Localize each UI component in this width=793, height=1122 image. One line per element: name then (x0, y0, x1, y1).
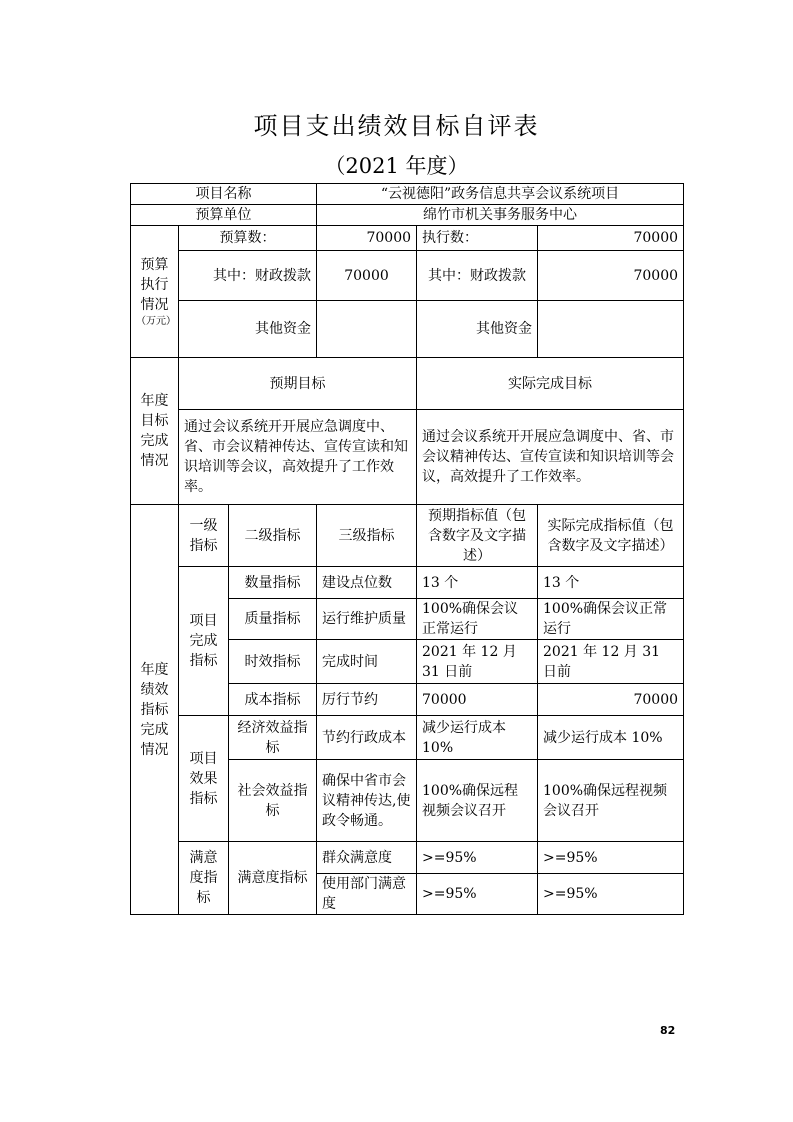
level3-cell: 使用部门满意度 (317, 874, 417, 915)
expected-goal-text: 通过会议系统开开展应急调度中、省、市会议精神传达、宣传宣读和知识培训等会议，高效提升了工作效率。 (179, 410, 417, 505)
actual-value-cell: 2021 年 12 月 31 日前 (538, 640, 684, 684)
level1-header: 一级指标 (179, 505, 229, 567)
level2-cell: 成本指标 (229, 684, 317, 716)
budget-amount-label: 预算数： (179, 226, 317, 251)
actual-value-cell: >=95% (538, 842, 684, 874)
fiscal-allocation-exec-value: 70000 (538, 251, 684, 301)
annual-goal-label: 年度目标完成情况 (131, 358, 179, 505)
other-funds-label: 其他资金 (179, 301, 317, 358)
self-evaluation-table (130, 183, 684, 915)
fiscal-allocation-exec-label: 其中：财政拨款 (417, 251, 538, 301)
budget-amount-row (131, 226, 684, 251)
document-title: 项目支出绩效目标自评表 (253, 112, 540, 140)
project-name-row (131, 184, 684, 205)
project-name-label: 项目名称 (131, 184, 317, 205)
indicator-header-row (131, 505, 684, 567)
level2-cell: 时效指标 (229, 640, 317, 684)
expected-value-cell: >=95% (417, 874, 538, 915)
level2-cell: 满意度指标 (229, 842, 317, 915)
project-name-value: “云视德阳”政务信息共享会议系统项目 (317, 184, 684, 205)
report-year: （2021 年度） (324, 154, 469, 178)
page-number: 82 (660, 1024, 676, 1037)
actual-value-cell: 13 个 (538, 567, 684, 599)
other-funds-value (317, 301, 417, 358)
other-funds-row (131, 301, 684, 358)
execution-amount-label: 执行数： (417, 226, 538, 251)
other-funds-exec-label: 其他资金 (417, 301, 538, 358)
level3-cell: 群众满意度 (317, 842, 417, 874)
other-funds-exec-value (538, 301, 684, 358)
completion-group-label: 项目完成指标 (179, 567, 229, 716)
expected-value-cell: >=95% (417, 842, 538, 874)
level2-cell: 社会效益指标 (229, 760, 317, 842)
actual-value-cell: 70000 (538, 684, 684, 716)
expected-value-header: 预期指标值（包含数字及文字描述） (417, 505, 538, 567)
budget-amount-value: 70000 (317, 226, 417, 251)
actual-value-cell: 减少运行成本 10% (538, 716, 684, 760)
indicator-section-label: 年度绩效指标完成情况 (131, 505, 179, 915)
actual-value-header: 实际完成指标值（包含数字及文字描述） (538, 505, 684, 567)
actual-goal-text: 通过会议系统开开展应急调度中、省、市会议精神传达、宣传宣读和知识培训等会议，高效提升了工作效率。 (417, 410, 684, 505)
table-row (131, 716, 684, 760)
level2-cell: 经济效益指标 (229, 716, 317, 760)
budget-unit-note: （万元） (136, 315, 176, 327)
expected-value-cell: 100%确保会议正常运行 (417, 599, 538, 640)
expected-value-cell: 13 个 (417, 567, 538, 599)
annual-goal-text-row (131, 410, 684, 505)
satisfaction-group-label: 满意度指标 (179, 842, 229, 915)
expected-value-cell: 70000 (417, 684, 538, 716)
level3-header: 三级指标 (317, 505, 417, 567)
level2-cell: 质量指标 (229, 599, 317, 640)
budget-unit-value: 绵竹市机关事务服务中心 (317, 205, 684, 226)
table-row (131, 567, 684, 599)
expected-value-cell: 100%确保远程视频会议召开 (417, 760, 538, 842)
annual-goal-header-row (131, 358, 684, 410)
budget-unit-label: 预算单位 (131, 205, 317, 226)
execution-amount-value: 70000 (538, 226, 684, 251)
expected-value-cell: 2021 年 12 月 31 日前 (417, 640, 538, 684)
fiscal-allocation-label: 其中：财政拨款 (179, 251, 317, 301)
budget-execution-label (131, 226, 179, 358)
level3-cell: 运行维护质量 (317, 599, 417, 640)
level3-cell: 完成时间 (317, 640, 417, 684)
actual-goal-header: 实际完成目标 (417, 358, 684, 410)
expected-goal-header: 预期目标 (179, 358, 417, 410)
level2-header: 二级指标 (229, 505, 317, 567)
expected-value-cell: 减少运行成本 10% (417, 716, 538, 760)
fiscal-allocation-value: 70000 (317, 251, 417, 301)
actual-value-cell: 100%确保远程视频会议召开 (538, 760, 684, 842)
level2-cell: 数量指标 (229, 567, 317, 599)
level3-cell: 确保中省市会议精神传达,使政令畅通。 (317, 760, 417, 842)
budget-execution-title: 预算执行情况 (140, 256, 169, 313)
budget-unit-row (131, 205, 684, 226)
actual-value-cell: 100%确保会议正常运行 (538, 599, 684, 640)
table-row (131, 842, 684, 874)
actual-value-cell: >=95% (538, 874, 684, 915)
level3-cell: 建设点位数 (317, 567, 417, 599)
effect-group-label: 项目效果指标 (179, 716, 229, 842)
level3-cell: 厉行节约 (317, 684, 417, 716)
level3-cell: 节约行政成本 (317, 716, 417, 760)
fiscal-allocation-row (131, 251, 684, 301)
